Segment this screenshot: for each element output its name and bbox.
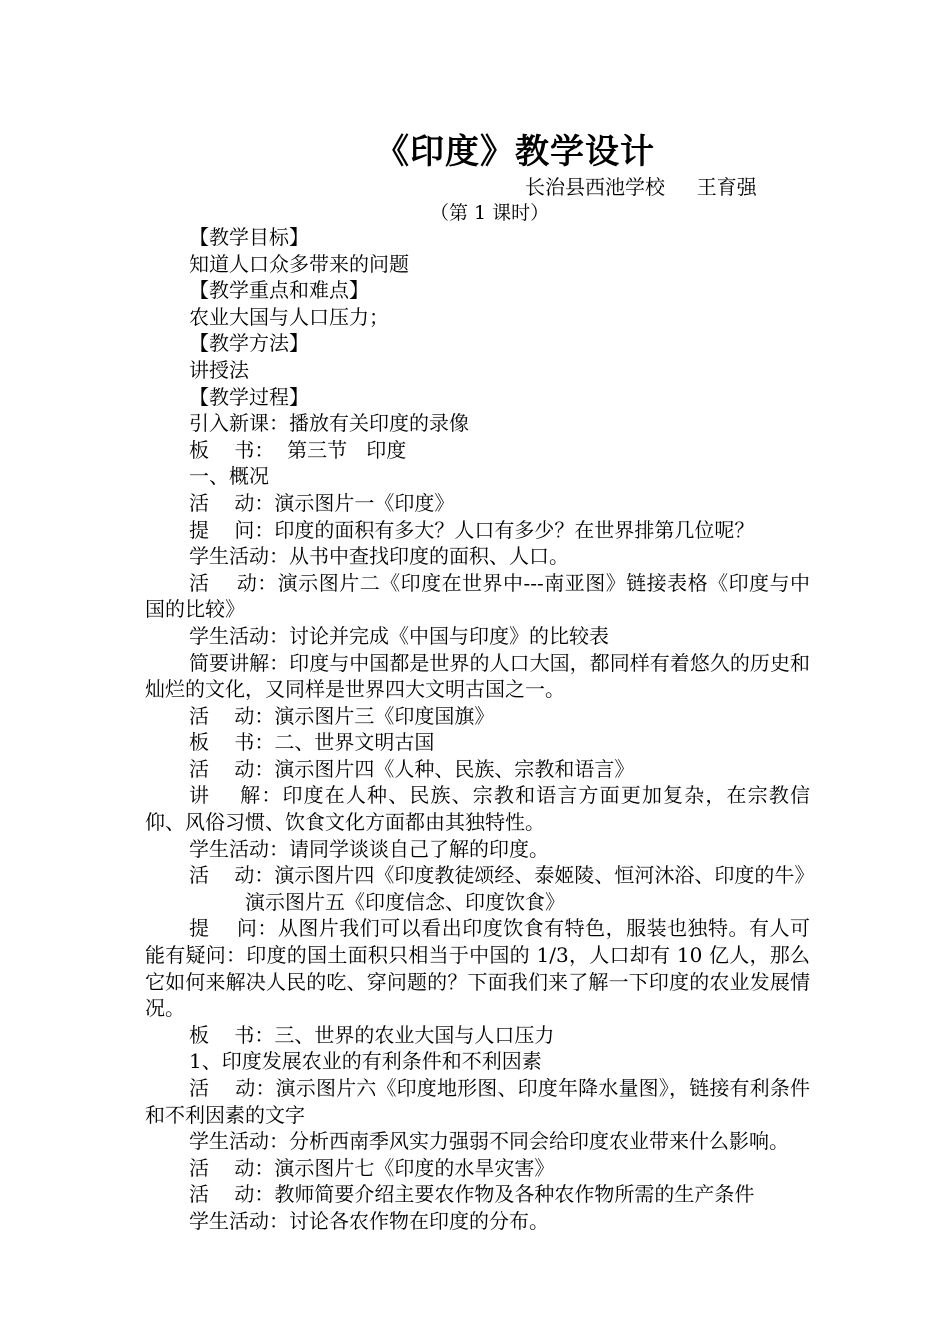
- body-paragraph: 活 动：演示图片三《印度国旗》: [189, 703, 495, 728]
- body-paragraph: 活 动：教师简要介绍主要农作物及各种农作物所需的生产条件: [189, 1182, 755, 1207]
- body-paragraph: 讲授法: [189, 357, 249, 382]
- body-paragraph: 一、概况: [189, 464, 269, 489]
- body-paragraph: 提 问：印度的面积有多大？人口有多少？在世界排第几位呢？: [189, 517, 755, 542]
- document-body: [145, 224, 815, 1235]
- body-paragraph: 学生活动：讨论并完成《中国与印度》的比较表: [189, 623, 609, 648]
- body-paragraph: 1、印度发展农业的有利条件和不利因素: [189, 1049, 542, 1074]
- body-paragraph: 演示图片五《印度信念、印度饮食》: [245, 889, 565, 914]
- body-paragraph: 【教学过程】: [189, 384, 309, 409]
- body-paragraph: 活 动：演示图片四《人种、民族、宗教和语言》: [189, 756, 635, 781]
- body-paragraph: 学生活动：请同学谈谈自己了解的印度。: [189, 836, 549, 861]
- body-paragraph: 【教学方法】: [189, 331, 309, 356]
- body-paragraph: 学生活动：从书中查找印度的面积、人口。: [189, 544, 569, 569]
- body-paragraph: 学生活动：分析西南季风实力强弱不同会给印度农业带来什么影响。: [189, 1129, 789, 1154]
- body-paragraph: 活 动：演示图片六《印度地形图、印度年降水量图》，链接有利条件和不利因素的文字: [145, 1076, 810, 1127]
- body-paragraph: 活 动：演示图片四《印度教徒颂经、泰姬陵、恒河沐浴、印度的牛》: [189, 863, 815, 888]
- document-title: 《印度》教学设计: [375, 132, 655, 172]
- body-paragraph: 活 动：演示图片七《印度的水旱灾害》: [189, 1155, 555, 1180]
- body-paragraph: 学生活动：讨论各农作物在印度的分布。: [189, 1208, 549, 1233]
- session-label: （第 1 课时）: [430, 202, 550, 224]
- body-paragraph: 活 动：演示图片二《印度在世界中---南亚图》链接表格《印度与中国的比较》: [145, 570, 810, 622]
- body-paragraph: 讲 解：印度在人种、民族、宗教和语言方面更加复杂，在宗教信仰、风俗习惯、饮食文化方面都由其独特性。: [145, 783, 810, 835]
- body-paragraph: 知道人口众多带来的问题: [189, 251, 409, 276]
- body-paragraph: 简要讲解：印度与中国都是世界的人口大国，都同样有着悠久的历史和灿烂的文化，又同样是世界四大文明古国之一。: [145, 650, 810, 702]
- body-paragraph: 引入新课：播放有关印度的录像: [189, 411, 469, 436]
- body-paragraph: 活 动：演示图片一《印度》: [189, 490, 455, 515]
- body-paragraph: 【教学重点和难点】: [189, 278, 369, 303]
- body-paragraph: 提 问：从图片我们可以看出印度饮食有特色，服装也独特。有人可能有疑问：印度的国土面积只相当于中国的 1/3，人口却有 10 亿人，那么它如何来解决人民的吃、穿问题的？下面我们来了解一下印度的农业发展情况。: [145, 916, 810, 1021]
- body-paragraph: 农业大国与人口压力；: [189, 304, 389, 329]
- author-line: 长治县西池学校 王育强: [525, 175, 757, 199]
- body-paragraph: 板 书：三、世界的农业大国与人口压力: [189, 1022, 555, 1047]
- body-paragraph: 板 书： 第三节 印度: [189, 437, 407, 462]
- body-paragraph: 【教学目标】: [189, 225, 309, 249]
- body-paragraph: 板 书：二、世界文明古国: [189, 730, 435, 755]
